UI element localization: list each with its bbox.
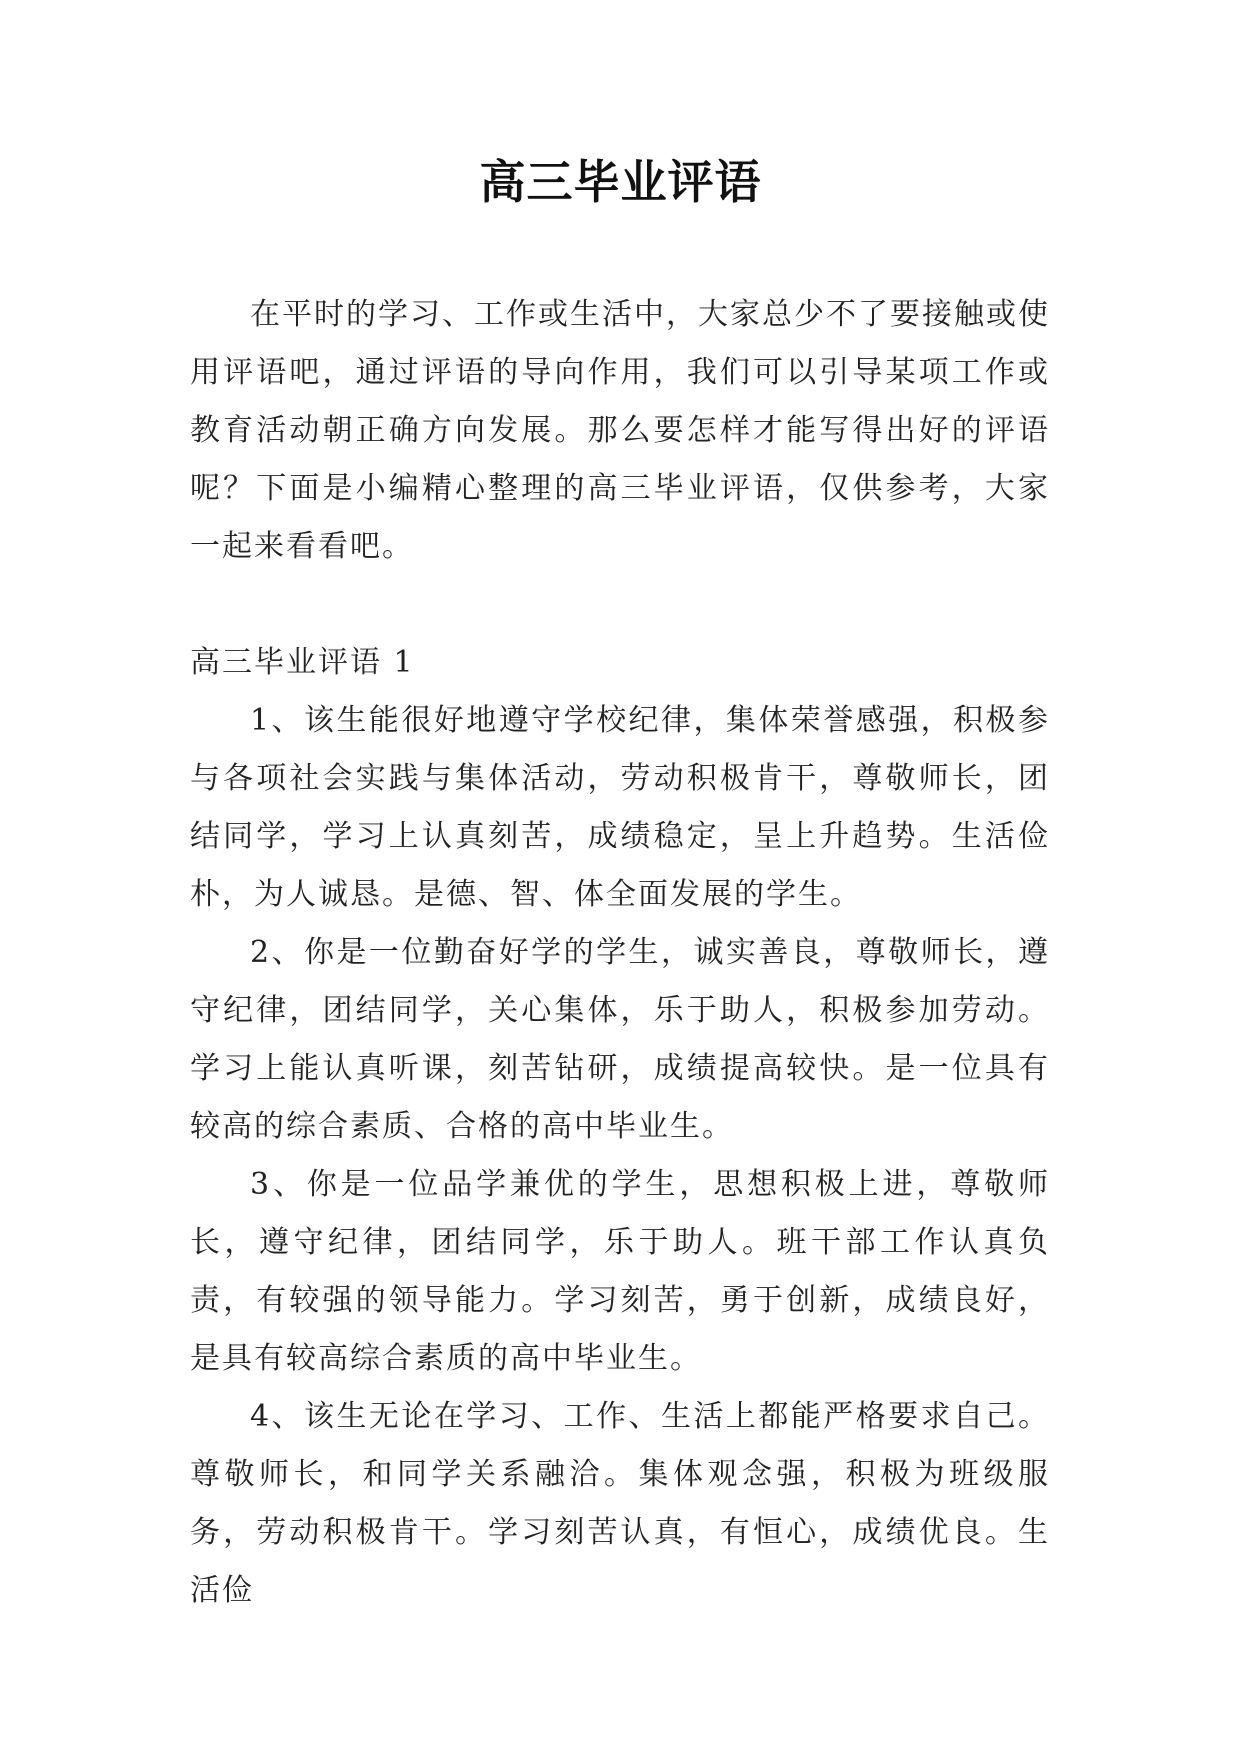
document-title: 高三毕业评语 (479, 155, 762, 209)
comment-item-4: 4、该生无论在学习、工作、生活上都能严格要求自己。尊敬师长，和同学关系融洽。集体观念强，积极为班级服务，劳动积极肯干。学习刻苦认真，有恒心，成绩优良。生活俭 (190, 1399, 1050, 1608)
document-body (190, 286, 1050, 1620)
comment-item-3: 3、你是一位品学兼优的学生，思想积极上进，尊敬师长，遵守纪律，团结同学，乐于助人。班干部工作认真负责，有较强的领导能力。学习刻苦，勇于创新，成绩良好，是具有较高综合素质的高中毕业生。 (190, 1167, 1050, 1376)
comment-item-2: 2、你是一位勤奋好学的学生，诚实善良，尊敬师长，遵守纪律，团结同学，关心集体，乐于助人，积极参加劳动。学习上能认真听课，刻苦钻研，成绩提高较快。是一位具有较高的综合素质、合格的高中毕业生。 (190, 935, 1050, 1144)
intro-paragraph: 在平时的学习、工作或生活中，大家总少不了要接触或使用评语吧，通过评语的导向作用，我们可以引导某项工作或教育活动朝正确方向发展。那么要怎样才能写得出好的评语呢？下面是小编精心整理的高三毕业评语，仅供参考，大家一起来看看吧。 (190, 297, 1050, 564)
section-heading: 高三毕业评语 1 (190, 645, 415, 680)
comment-item-1: 1、该生能很好地遵守学校纪律，集体荣誉感强，积极参与各项社会实践与集体活动，劳动积极肯干，尊敬师长，团结同学，学习上认真刻苦，成绩稳定，呈上升趋势。生活俭朴，为人诚恳。是德、智、体全面发展的学生。 (190, 703, 1050, 912)
